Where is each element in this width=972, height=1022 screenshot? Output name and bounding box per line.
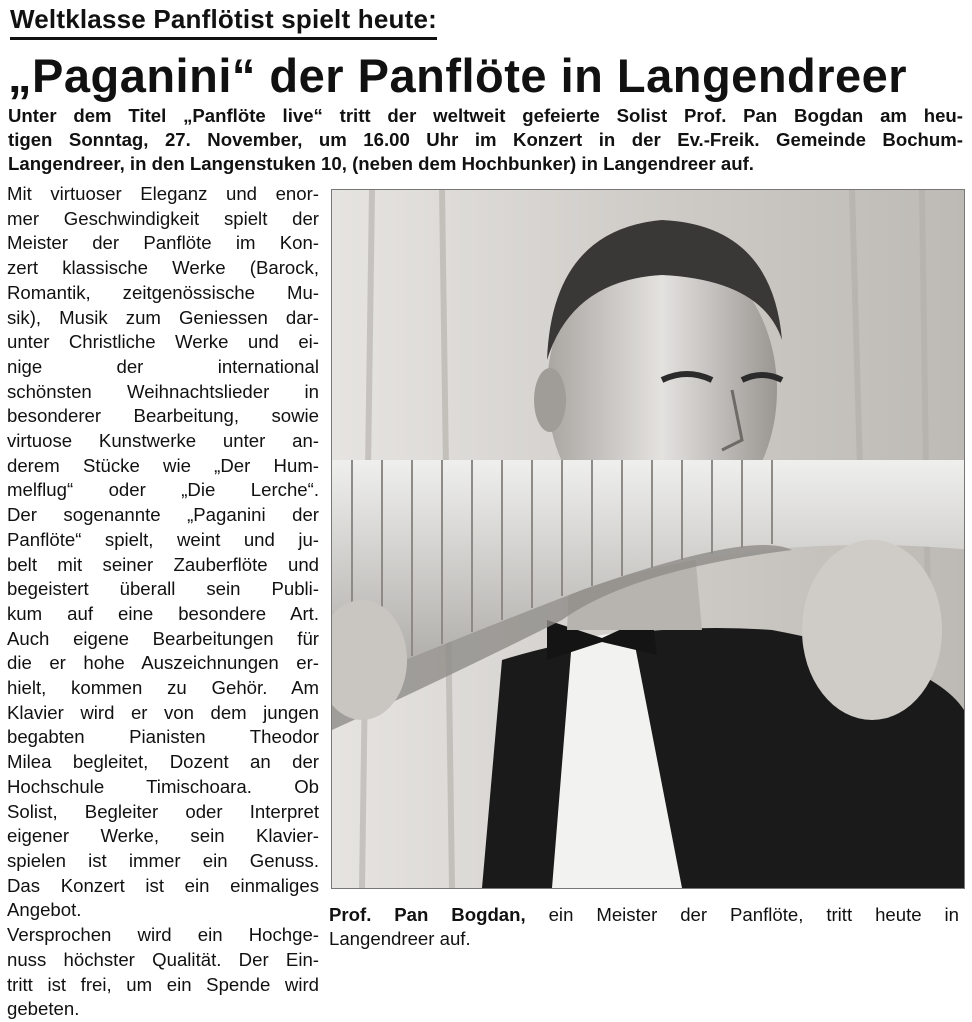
body-line: Solist, Begleiter oder Interpret: [7, 800, 319, 822]
right-hand: [802, 540, 942, 720]
body-line: Auch eigene Bearbeitungen für: [7, 627, 319, 649]
body-line: melflug“ oder „Die Lerche“.: [7, 479, 319, 501]
body-line: spielen ist immer ein Genuss.: [7, 849, 319, 871]
body-line: zert klassische Werke (Barock,: [7, 257, 319, 279]
body-line: virtuose Kunstwerke unter an-: [7, 430, 319, 452]
body-paragraph-1: [7, 182, 319, 923]
body-line: tritt ist frei, um ein Spende wird: [7, 973, 319, 995]
caption-line-2: Langendreer auf.: [329, 928, 471, 949]
body-line: sik), Musik zum Geniessen dar-: [7, 306, 319, 328]
article-body: [7, 182, 319, 1022]
body-line: Angebot.: [7, 899, 82, 921]
body-line: Meister der Panflöte im Kon-: [7, 232, 319, 254]
body-line: derem Stücke wie „Der Hum-: [7, 454, 319, 476]
body-line: Romantik, zeitgenössische Mu-: [7, 281, 319, 303]
lead-line: Langendreer, in den Langenstuken 10, (neben dem Hochbunker) in Langendreer auf.: [8, 153, 754, 174]
body-line: die er hohe Auszeichnungen er-: [7, 652, 319, 674]
portrait-illustration: [332, 190, 964, 888]
body-paragraph-2: [7, 923, 319, 1022]
ear: [534, 368, 566, 432]
body-line: gebeten.: [7, 998, 80, 1020]
lead-line: Unter dem Titel „Panflöte live“ tritt der weltweit gefeierte Solist Prof. Pan Bogdan am heu-: [8, 105, 963, 126]
body-line: kum auf eine besondere Art.: [7, 602, 319, 624]
photo-caption: [329, 903, 959, 951]
body-line: unter Christliche Werke und ei-: [7, 331, 319, 353]
body-line: Milea begleitet, Dozent an der: [7, 751, 319, 773]
lead-paragraph: [8, 104, 963, 176]
lead-line: tigen Sonntag, 27. November, um 16.00 Uhr im Konzert in der Ev.-Freik. Gemeinde Bochum-: [8, 129, 963, 150]
main-headline: „Paganini“ der Panflöte in Langendreer: [8, 49, 908, 102]
body-line: Hochschule Timischoara. Ob: [7, 775, 319, 797]
body-line: nuss höchster Qualität. Der Ein-: [7, 948, 319, 970]
body-line: begabten Pianisten Theodor: [7, 726, 319, 748]
kicker-headline: Weltklasse Panflötist spielt heute:: [10, 2, 437, 40]
body-line: Mit virtuoser Eleganz und enor-: [7, 183, 319, 204]
caption-name: Prof. Pan Bogdan,: [329, 904, 526, 925]
body-line: nige der international: [7, 355, 319, 377]
body-line: schönsten Weihnachtslieder in: [7, 380, 319, 402]
body-line: Panflöte“ spielt, weint und ju-: [7, 528, 319, 550]
body-line: belt mit seiner Zauberflöte und: [7, 553, 319, 575]
body-line: begeistert überall sein Publi-: [7, 578, 319, 600]
body-line: Versprochen wird ein Hochge-: [7, 924, 319, 946]
body-line: Das Konzert ist ein einmaliges: [7, 874, 319, 896]
body-line: Klavier wird er von dem jungen: [7, 701, 319, 723]
body-line: hielt, kommen zu Gehör. Am: [7, 677, 319, 699]
body-line: Der sogenannte „Paganini der: [7, 504, 319, 526]
body-line: mer Geschwindigkeit spielt der: [7, 207, 319, 229]
caption-line-1-text: ein Meister der Panflöte, tritt heute in: [525, 904, 959, 925]
portrait-photo: [331, 189, 965, 889]
body-line: eigener Werke, sein Klavier-: [7, 825, 319, 847]
body-line: besonderer Bearbeitung, sowie: [7, 405, 319, 427]
caption-line-1: [329, 903, 959, 927]
